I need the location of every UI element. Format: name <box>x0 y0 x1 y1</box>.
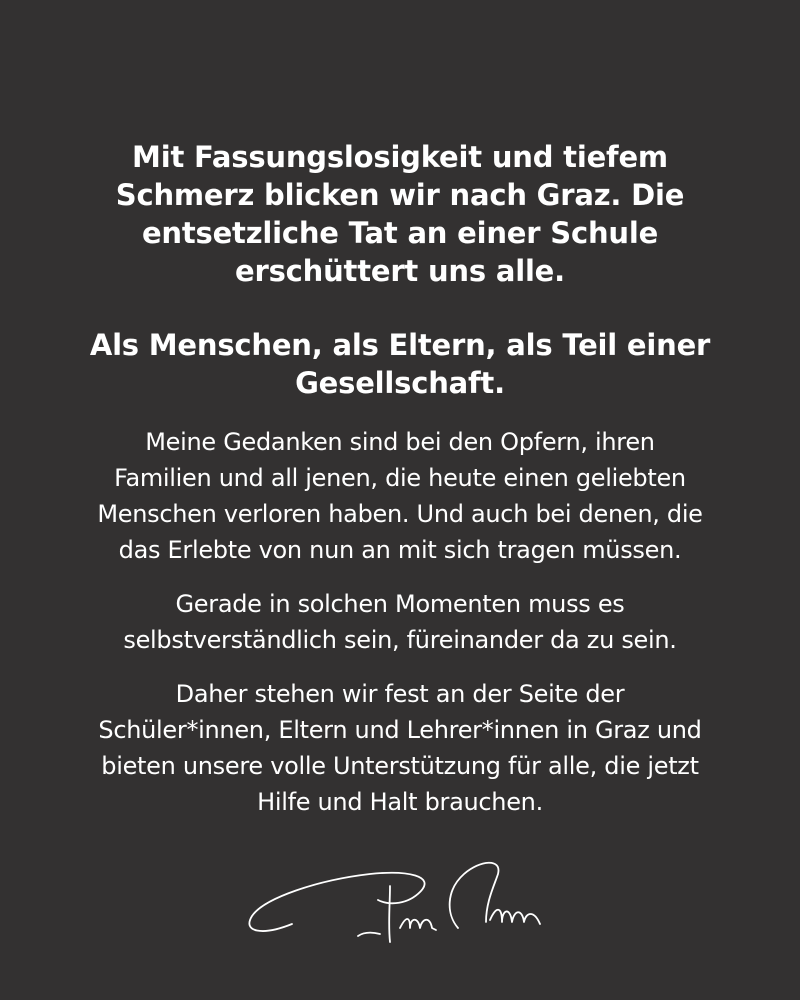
headline-secondary-line: Als Menschen, als Eltern, als Teil einer <box>89 328 711 362</box>
paragraph-line: Hilfe und Halt brauchen. <box>257 788 543 816</box>
headline-primary-line: entsetzliche Tat an einer Schule <box>141 216 659 250</box>
paragraph-line: Schüler*innen, Eltern und Lehrer*innen in Graz und <box>98 716 702 744</box>
paragraph-condolences <box>30 424 770 568</box>
paragraph-line: das Erlebte von nun an mit sich tragen müssen. <box>118 536 682 564</box>
paragraph-support <box>30 676 770 820</box>
headline-primary-line: Mit Fassungslosigkeit und tiefem <box>132 140 668 174</box>
headline-primary <box>40 138 760 290</box>
paragraph-line: Gerade in solchen Momenten muss es <box>175 590 625 618</box>
paragraph-line: Meine Gedanken sind bei den Opfern, ihren <box>145 428 655 456</box>
headline-primary-line: erschüttert uns alle. <box>235 254 565 288</box>
headline-secondary <box>40 326 760 402</box>
paragraph-solidarity <box>30 586 770 658</box>
handwritten-signature-icon <box>240 850 560 950</box>
paragraph-line: Familien und all jenen, die heute einen geliebten <box>114 464 686 492</box>
headline-primary-line: Schmerz blicken wir nach Graz. Die <box>115 178 685 212</box>
paragraph-line: selbstverständlich sein, füreinander da zu sein. <box>123 626 677 654</box>
paragraph-line: bieten unsere volle Unterstützung für alle, die jetzt <box>101 752 699 780</box>
headline-secondary-line: Gesellschaft. <box>295 366 505 400</box>
paragraph-line: Menschen verloren haben. Und auch bei denen, die <box>97 500 703 528</box>
paragraph-line: Daher stehen wir fest an der Seite der <box>175 680 625 708</box>
